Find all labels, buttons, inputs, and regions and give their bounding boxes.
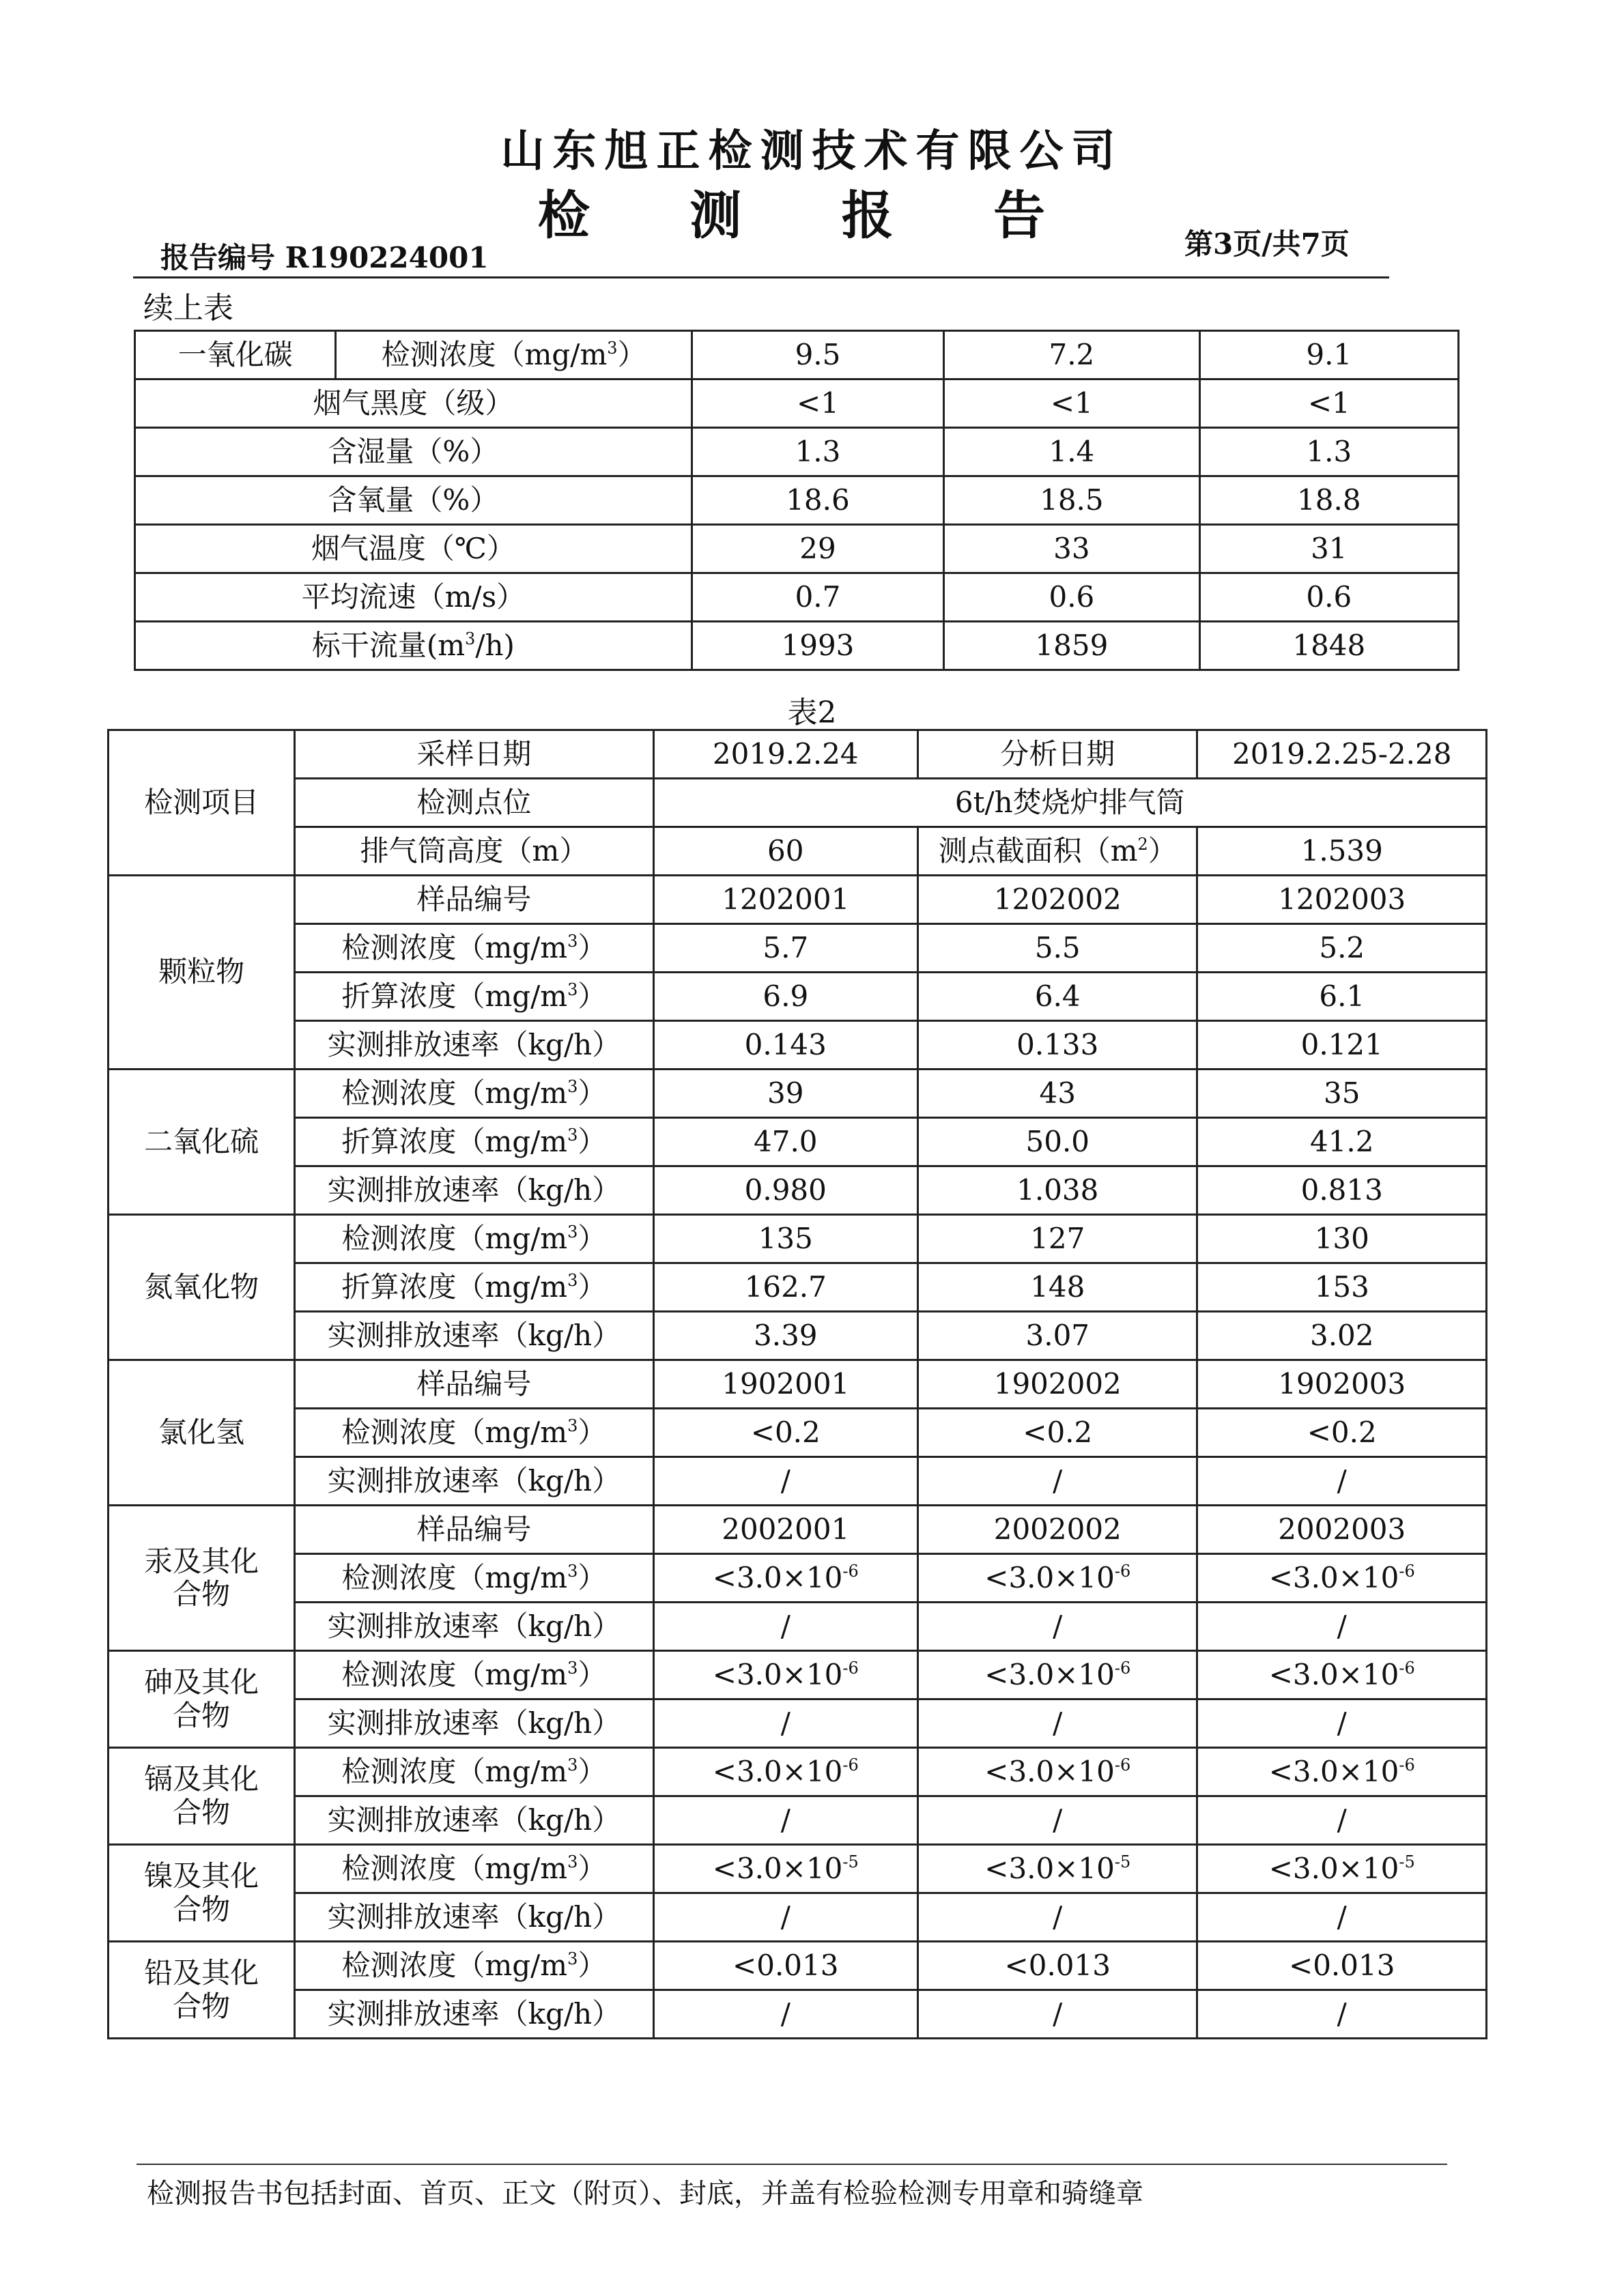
value-cell: 5.7: [653, 924, 918, 973]
row-item-label: 检测浓度$(mg/m^3)$: [295, 1070, 653, 1118]
row-group-label: 砷及其化 合物: [109, 1651, 295, 1748]
value-cell: 1202002: [918, 876, 1197, 924]
value-cell: $<3.0\times 10^{-6}$: [653, 1554, 918, 1603]
row-item-label: 检测浓度$(mg/m^3)$: [295, 1845, 653, 1893]
value-cell: $<3.0\times 10^{-6}$: [918, 1554, 1197, 1603]
row-item-label: 实测排放速率（kg/h）: [295, 1312, 653, 1360]
report-number: 报告编号 R190224001: [160, 241, 489, 274]
table-caption: 表2: [787, 695, 837, 730]
value-cell: 3.39: [653, 1312, 918, 1360]
value-cell: <1: [692, 379, 943, 428]
value-cell: 1.3: [692, 428, 943, 476]
value-cell: $<3.0\times 10^{-6}$: [653, 1651, 918, 1699]
row-item-label: 实测排放速率（kg/h）: [295, 1893, 653, 1942]
table-row: [135, 525, 1459, 573]
value-cell: 60: [653, 827, 918, 876]
value-cell: 0.6: [944, 573, 1199, 622]
value-cell: <0.2: [653, 1409, 918, 1457]
table-row: [109, 1021, 1487, 1070]
row-item-label: 实测排放速率（kg/h）: [295, 1021, 653, 1070]
value-cell: 2002003: [1197, 1506, 1487, 1554]
value-cell: 0.6: [1199, 573, 1458, 622]
row-item-label: 折算浓度$(mg/m^3)$: [295, 1263, 653, 1312]
table-emissions: [107, 729, 1487, 2039]
row-item-label: 测点截面积$(m^2)$: [918, 827, 1197, 876]
row-group-label: 颗粒物: [109, 876, 295, 1070]
value-cell: $<3.0\times 10^{-6}$: [918, 1748, 1197, 1796]
value-cell: 153: [1197, 1263, 1487, 1312]
company-name: 山东旭正检测技术有限公司: [500, 126, 1124, 177]
row-item-label: 实测排放速率（kg/h）: [295, 1166, 653, 1215]
table-row: [109, 1651, 1487, 1699]
value-cell: /: [918, 1603, 1197, 1651]
value-cell: $<3.0\times 10^{-5}$: [918, 1845, 1197, 1893]
value-cell: 18.5: [944, 476, 1199, 525]
row-group-label: 检测项目: [109, 730, 295, 876]
table-row: [109, 1070, 1487, 1118]
value-cell: 39: [653, 1070, 918, 1118]
value-cell: 9.1: [1199, 331, 1458, 379]
table-row: [109, 973, 1487, 1021]
row-item-label: 含湿量（%）: [135, 428, 692, 476]
value-cell: 50.0: [918, 1118, 1197, 1166]
value-cell: /: [918, 1699, 1197, 1748]
value-cell: 35: [1197, 1070, 1487, 1118]
value-cell: 41.2: [1197, 1118, 1487, 1166]
row-item-label: 烟气黑度（级）: [135, 379, 692, 428]
row-item-label: 标干流量$(m^3/h)$: [135, 622, 692, 670]
row-item-label: 烟气温度（℃）: [135, 525, 692, 573]
value-cell: 1.4: [944, 428, 1199, 476]
table-row: [109, 1506, 1487, 1554]
value-cell: 2002002: [918, 1506, 1197, 1554]
table-row: [109, 1990, 1487, 2039]
value-cell: <0.013: [918, 1942, 1197, 1990]
table-row: [109, 1118, 1487, 1166]
table-continued: [134, 330, 1459, 671]
footer-rule: [137, 2164, 1447, 2165]
value-cell: 47.0: [653, 1118, 918, 1166]
value-cell: 33: [944, 525, 1199, 573]
continued-label: 续上表: [143, 291, 233, 326]
value-cell: 18.8: [1199, 476, 1458, 525]
value-cell: /: [918, 1990, 1197, 2039]
value-cell: /: [918, 1796, 1197, 1845]
value-cell: 29: [692, 525, 943, 573]
table-row: [135, 379, 1459, 428]
row-item-label: 检测浓度$(mg/m^3)$: [295, 1651, 653, 1699]
table-row: [109, 924, 1487, 973]
value-cell: 6.9: [653, 973, 918, 1021]
value-cell: 1.038: [918, 1166, 1197, 1215]
row-item-label: 检测浓度$(mg/m^3)$: [336, 331, 692, 379]
value-cell: 0.7: [692, 573, 943, 622]
table-row: [109, 1748, 1487, 1796]
value-cell: 6.4: [918, 973, 1197, 1021]
value-cell: $<3.0\times 10^{-6}$: [1197, 1748, 1487, 1796]
value-cell: /: [918, 1457, 1197, 1506]
value-cell: /: [918, 1893, 1197, 1942]
row-item-label: 检测点位: [295, 779, 653, 827]
table-row: [135, 573, 1459, 622]
value-cell: 5.2: [1197, 924, 1487, 973]
value-cell: 162.7: [653, 1263, 918, 1312]
table-row: [109, 1409, 1487, 1457]
table-row: [109, 730, 1487, 779]
row-item-label: 实测排放速率（kg/h）: [295, 1603, 653, 1651]
value-cell: /: [1197, 1603, 1487, 1651]
row-group-label: 汞及其化 合物: [109, 1506, 295, 1651]
row-group-label: 铅及其化 合物: [109, 1942, 295, 2039]
value-cell: 0.813: [1197, 1166, 1487, 1215]
value-cell: 1902002: [918, 1360, 1197, 1409]
row-item-label: 排气筒高度（m）: [295, 827, 653, 876]
row-item-label: 样品编号: [295, 876, 653, 924]
table-row: [109, 1263, 1487, 1312]
value-cell: 1902001: [653, 1360, 918, 1409]
value-cell: 135: [653, 1215, 918, 1263]
row-item-label: 实测排放速率（kg/h）: [295, 1457, 653, 1506]
value-cell: 1.3: [1199, 428, 1458, 476]
value-cell: 0.143: [653, 1021, 918, 1070]
value-cell: /: [1197, 1893, 1487, 1942]
row-group-label: 一氧化碳: [135, 331, 336, 379]
value-cell: 6t/h焚烧炉排气筒: [653, 779, 1486, 827]
value-cell: 43: [918, 1070, 1197, 1118]
value-cell: $<3.0\times 10^{-6}$: [1197, 1651, 1487, 1699]
row-item-label: 样品编号: [295, 1506, 653, 1554]
value-cell: <0.2: [1197, 1409, 1487, 1457]
value-cell: /: [653, 1893, 918, 1942]
row-group-label: 镉及其化 合物: [109, 1748, 295, 1845]
value-cell: 0.133: [918, 1021, 1197, 1070]
row-item-label: 实测排放速率（kg/h）: [295, 1796, 653, 1845]
value-cell: $<3.0\times 10^{-6}$: [918, 1651, 1197, 1699]
value-cell: 2002001: [653, 1506, 918, 1554]
table-row: [109, 1942, 1487, 1990]
value-cell: /: [653, 1699, 918, 1748]
row-group-label: 氮氧化物: [109, 1215, 295, 1360]
value-cell: 148: [918, 1263, 1197, 1312]
table-row: [109, 1893, 1487, 1942]
value-cell: <1: [944, 379, 1199, 428]
row-item-label: 采样日期: [295, 730, 653, 779]
table-row: [109, 1457, 1487, 1506]
table-row: [109, 779, 1487, 827]
value-cell: /: [653, 1796, 918, 1845]
footer-note: 检测报告书包括封面、首页、正文（附页）、封底，并盖有检验检测专用章和骑缝章: [147, 2178, 1143, 2209]
table-row: [109, 1796, 1487, 1845]
table-row: [109, 827, 1487, 876]
value-cell: 2019.2.24: [653, 730, 918, 779]
row-item-label: 检测浓度$(mg/m^3)$: [295, 924, 653, 973]
value-cell: 1859: [944, 622, 1199, 670]
value-cell: 5.5: [918, 924, 1197, 973]
value-cell: <0.013: [1197, 1942, 1487, 1990]
value-cell: /: [1197, 1699, 1487, 1748]
row-group-label: 二氧化硫: [109, 1070, 295, 1215]
row-item-label: 检测浓度$(mg/m^3)$: [295, 1409, 653, 1457]
value-cell: $<3.0\times 10^{-5}$: [653, 1845, 918, 1893]
value-cell: 1993: [692, 622, 943, 670]
table-row: [109, 1166, 1487, 1215]
row-item-label: 样品编号: [295, 1360, 653, 1409]
value-cell: 3.07: [918, 1312, 1197, 1360]
value-cell: /: [653, 1990, 918, 2039]
value-cell: /: [1197, 1457, 1487, 1506]
table-row: [109, 1360, 1487, 1409]
row-item-label: 检测浓度$(mg/m^3)$: [295, 1215, 653, 1263]
value-cell: 9.5: [692, 331, 943, 379]
value-cell: 31: [1199, 525, 1458, 573]
row-item-label: 折算浓度$(mg/m^3)$: [295, 973, 653, 1021]
table-row: [109, 1215, 1487, 1263]
row-item-label: 实测排放速率（kg/h）: [295, 1699, 653, 1748]
value-cell: 2019.2.25-2.28: [1197, 730, 1487, 779]
table-row: [109, 1603, 1487, 1651]
value-cell: <0.013: [653, 1942, 918, 1990]
row-item-label: 实测排放速率（kg/h）: [295, 1990, 653, 2039]
value-cell: /: [1197, 1990, 1487, 2039]
value-cell: 6.1: [1197, 973, 1487, 1021]
value-cell: 1.539: [1197, 827, 1487, 876]
value-cell: 7.2: [944, 331, 1199, 379]
row-item-label: 折算浓度$(mg/m^3)$: [295, 1118, 653, 1166]
row-item-label: 检测浓度$(mg/m^3)$: [295, 1748, 653, 1796]
row-item-label: 检测浓度$(mg/m^3)$: [295, 1942, 653, 1990]
header-rule: [133, 276, 1389, 278]
value-cell: <1: [1199, 379, 1458, 428]
value-cell: $<3.0\times 10^{-5}$: [1197, 1845, 1487, 1893]
value-cell: 127: [918, 1215, 1197, 1263]
row-group-label: 氯化氢: [109, 1360, 295, 1506]
row-item-label: 平均流速（m/s）: [135, 573, 692, 622]
value-cell: 3.02: [1197, 1312, 1487, 1360]
table-row: [109, 1554, 1487, 1603]
table-row: [135, 428, 1459, 476]
value-cell: 1202003: [1197, 876, 1487, 924]
value-cell: 0.121: [1197, 1021, 1487, 1070]
value-cell: <0.2: [918, 1409, 1197, 1457]
value-cell: 18.6: [692, 476, 943, 525]
table-row: [109, 1699, 1487, 1748]
value-cell: /: [653, 1457, 918, 1506]
row-item-label: 含氧量（%）: [135, 476, 692, 525]
value-cell: 0.980: [653, 1166, 918, 1215]
table-row: [109, 1312, 1487, 1360]
row-item-label: 分析日期: [918, 730, 1197, 779]
table-row: [135, 622, 1459, 670]
row-item-label: 检测浓度$(mg/m^3)$: [295, 1554, 653, 1603]
table-row: [109, 876, 1487, 924]
page-number: 第3页/共7页: [1184, 227, 1350, 261]
value-cell: $<3.0\times 10^{-6}$: [653, 1748, 918, 1796]
table-row: [109, 1845, 1487, 1893]
table-row: [135, 331, 1459, 379]
value-cell: /: [653, 1603, 918, 1651]
document-title: 检 测 报 告: [537, 185, 1087, 246]
value-cell: $<3.0\times 10^{-6}$: [1197, 1554, 1487, 1603]
table-row: [135, 476, 1459, 525]
value-cell: 130: [1197, 1215, 1487, 1263]
row-group-label: 镍及其化 合物: [109, 1845, 295, 1942]
value-cell: 1202001: [653, 876, 918, 924]
value-cell: 1902003: [1197, 1360, 1487, 1409]
value-cell: /: [1197, 1796, 1487, 1845]
value-cell: 1848: [1199, 622, 1458, 670]
